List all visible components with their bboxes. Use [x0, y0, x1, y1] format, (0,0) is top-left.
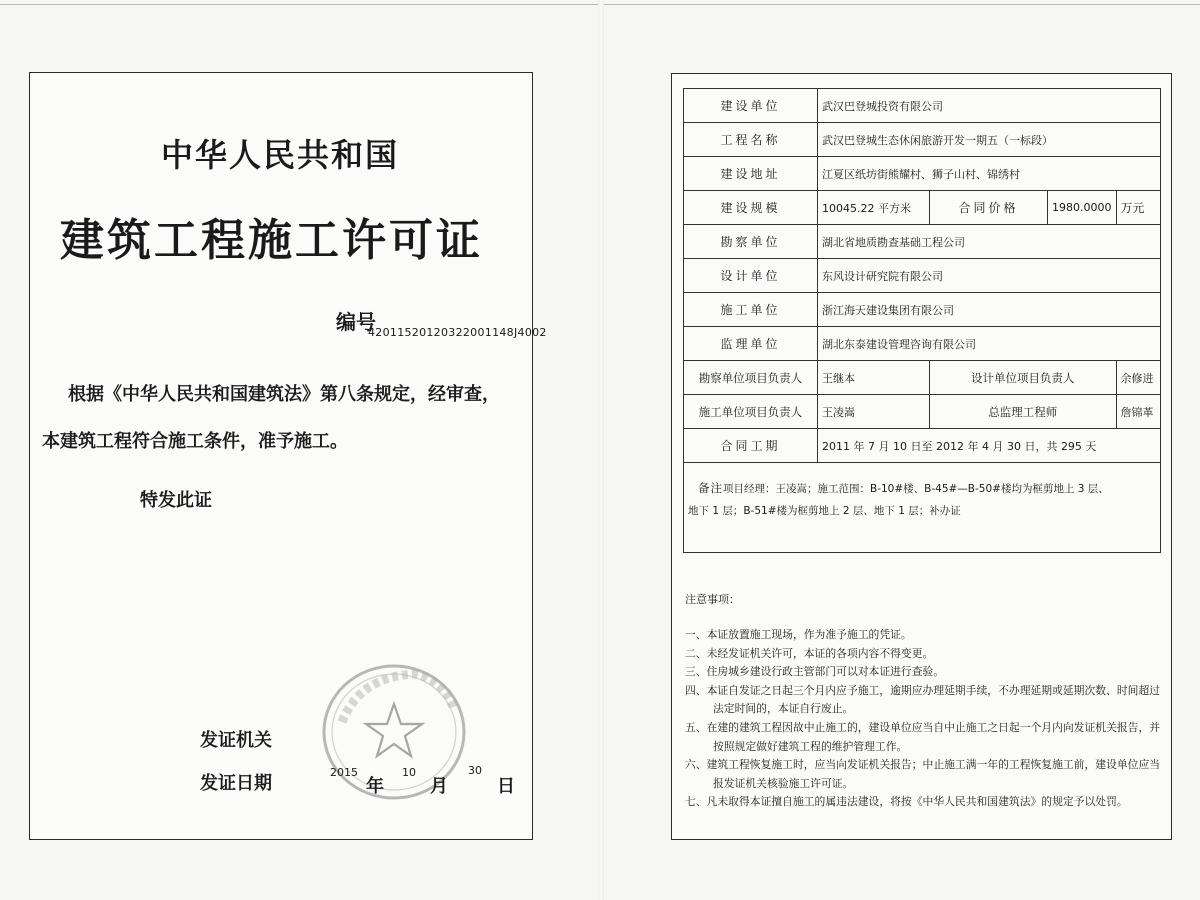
table-row — [684, 463, 1161, 553]
remark-text — [688, 477, 1156, 522]
issue-day: 30 — [468, 764, 482, 777]
special-issue-text: 特发此证 — [140, 490, 212, 511]
table-row — [684, 361, 1161, 395]
year-char: 年 — [366, 776, 384, 797]
day-char: 日 — [497, 776, 515, 797]
construction-label: 施工单位 — [684, 293, 818, 327]
number-value: 42011520120322001148J4002 — [368, 326, 547, 339]
construction-pm-label: 施工单位项目负责人 — [684, 395, 818, 429]
note-item: 一、本证放置施工现场，作为准予施工的凭证。 — [685, 628, 912, 641]
issue-month: 10 — [402, 766, 416, 779]
scale-label: 建设规模 — [684, 191, 818, 225]
page-fold — [598, 0, 604, 900]
permit-title: 建筑工程施工许可证 — [60, 215, 483, 266]
country-heading: 中华人民共和国 — [160, 136, 399, 174]
chief-engineer-value: 詹锦革 — [1116, 395, 1160, 429]
note-item: 三、住房城乡建设行政主管部门可以对本证进行查验。 — [685, 665, 945, 679]
address-label: 建设地址 — [684, 157, 818, 191]
body-text-line-1: 根据《中华人民共和国建筑法》第八条规定，经审查， — [68, 384, 500, 405]
design-pm-value: 余修进 — [1116, 361, 1160, 395]
month-char: 月 — [430, 776, 448, 797]
notes-title: 注意事项： — [685, 593, 740, 606]
table-row — [684, 327, 1161, 361]
body-text-line-2: 本建筑工程符合施工条件，准予施工。 — [42, 431, 348, 452]
design-value: 东风设计研究院有限公司 — [818, 259, 1161, 293]
note-item: 五、在建的建筑工程因故中止施工的，建设单位应当自中止施工之日起一个月内向发证机关报告，并按照规定做好建筑工程的维护管理工作。 — [685, 720, 1161, 753]
builder-label: 建设单位 — [684, 89, 818, 123]
survey-label: 勘察单位 — [684, 225, 818, 259]
project-name-label: 工程名称 — [684, 123, 818, 157]
remark-line-1: 项目经理：王凌嵩；施工范围：B-10#楼、B-45#—B-50#楼均为框剪地上 3 层、 — [723, 483, 1109, 495]
construction-value: 浙江海天建设集团有限公司 — [818, 293, 1161, 327]
notes-list — [685, 626, 1165, 812]
supervision-label: 监理单位 — [684, 327, 818, 361]
table-row — [684, 395, 1161, 429]
period-label: 合同工期 — [684, 429, 818, 463]
table-row — [684, 225, 1161, 259]
address-value: 江夏区纸坊街熊耀村、狮子山村、锦绣村 — [818, 157, 1161, 191]
remark-line-2: 地下 1 层；B-51#楼为框剪地上 2 层、地下 1 层；补办证 — [688, 505, 961, 517]
table-row — [684, 191, 1161, 225]
construction-pm-value: 王凌嵩 — [818, 395, 930, 429]
table-row — [684, 157, 1161, 191]
remark-label: 备注 — [698, 481, 723, 495]
design-pm-label: 设计单位项目负责人 — [930, 361, 1117, 395]
issue-year: 2015 — [330, 766, 358, 779]
survey-value: 湖北省地质勘查基础工程公司 — [818, 225, 1161, 259]
table-row — [684, 89, 1161, 123]
chief-engineer-label: 总监理工程师 — [930, 395, 1117, 429]
supervision-value: 湖北东泰建设管理咨询有限公司 — [818, 327, 1161, 361]
table-row — [684, 123, 1161, 157]
scale-value: 10045.22 平方米 — [818, 191, 930, 225]
note-item: 二、未经发证机关许可，本证的各项内容不得变更。 — [685, 646, 934, 660]
note-item: 四、本证自发证之日起三个月内应予施工，逾期应办理延期手续，不办理延期或延期次数、时间超过法定时间的，本证自行废止。 — [685, 683, 1161, 716]
price-unit: 万元 — [1116, 191, 1160, 225]
project-name-value: 武汉巴登城生态休闲旅游开发一期五（一标段） — [818, 123, 1161, 157]
note-item: 七、凡未取得本证擅自施工的属违法建设，将按《中华人民共和国建筑法》的规定予以处罚。 — [685, 795, 1128, 809]
builder-value: 武汉巴登城投资有限公司 — [818, 89, 1161, 123]
survey-pm-label: 勘察单位项目负责人 — [684, 361, 818, 395]
period-value: 2011 年 7 月 10 日至 2012 年 4 月 30 日，共 295 天 — [818, 429, 1161, 463]
table-row — [684, 293, 1161, 327]
issuer-label: 发证机关 — [200, 730, 272, 751]
survey-pm-value: 王继本 — [818, 361, 930, 395]
design-label: 设计单位 — [684, 259, 818, 293]
price-label: 合同价格 — [930, 191, 1048, 225]
project-info-table — [683, 88, 1161, 553]
issue-date-label: 发证日期 — [200, 773, 272, 794]
note-item: 六、建筑工程恢复施工时，应当向发证机关报告；中止施工满一年的工程恢复施工前，建设单位应当报发证机关核验施工许可证。 — [685, 758, 1161, 790]
number-label: 编号 — [336, 310, 376, 334]
table-row — [684, 429, 1161, 463]
price-value: 1980.0000 — [1048, 191, 1117, 225]
remark-cell — [684, 463, 1161, 553]
table-row — [684, 259, 1161, 293]
